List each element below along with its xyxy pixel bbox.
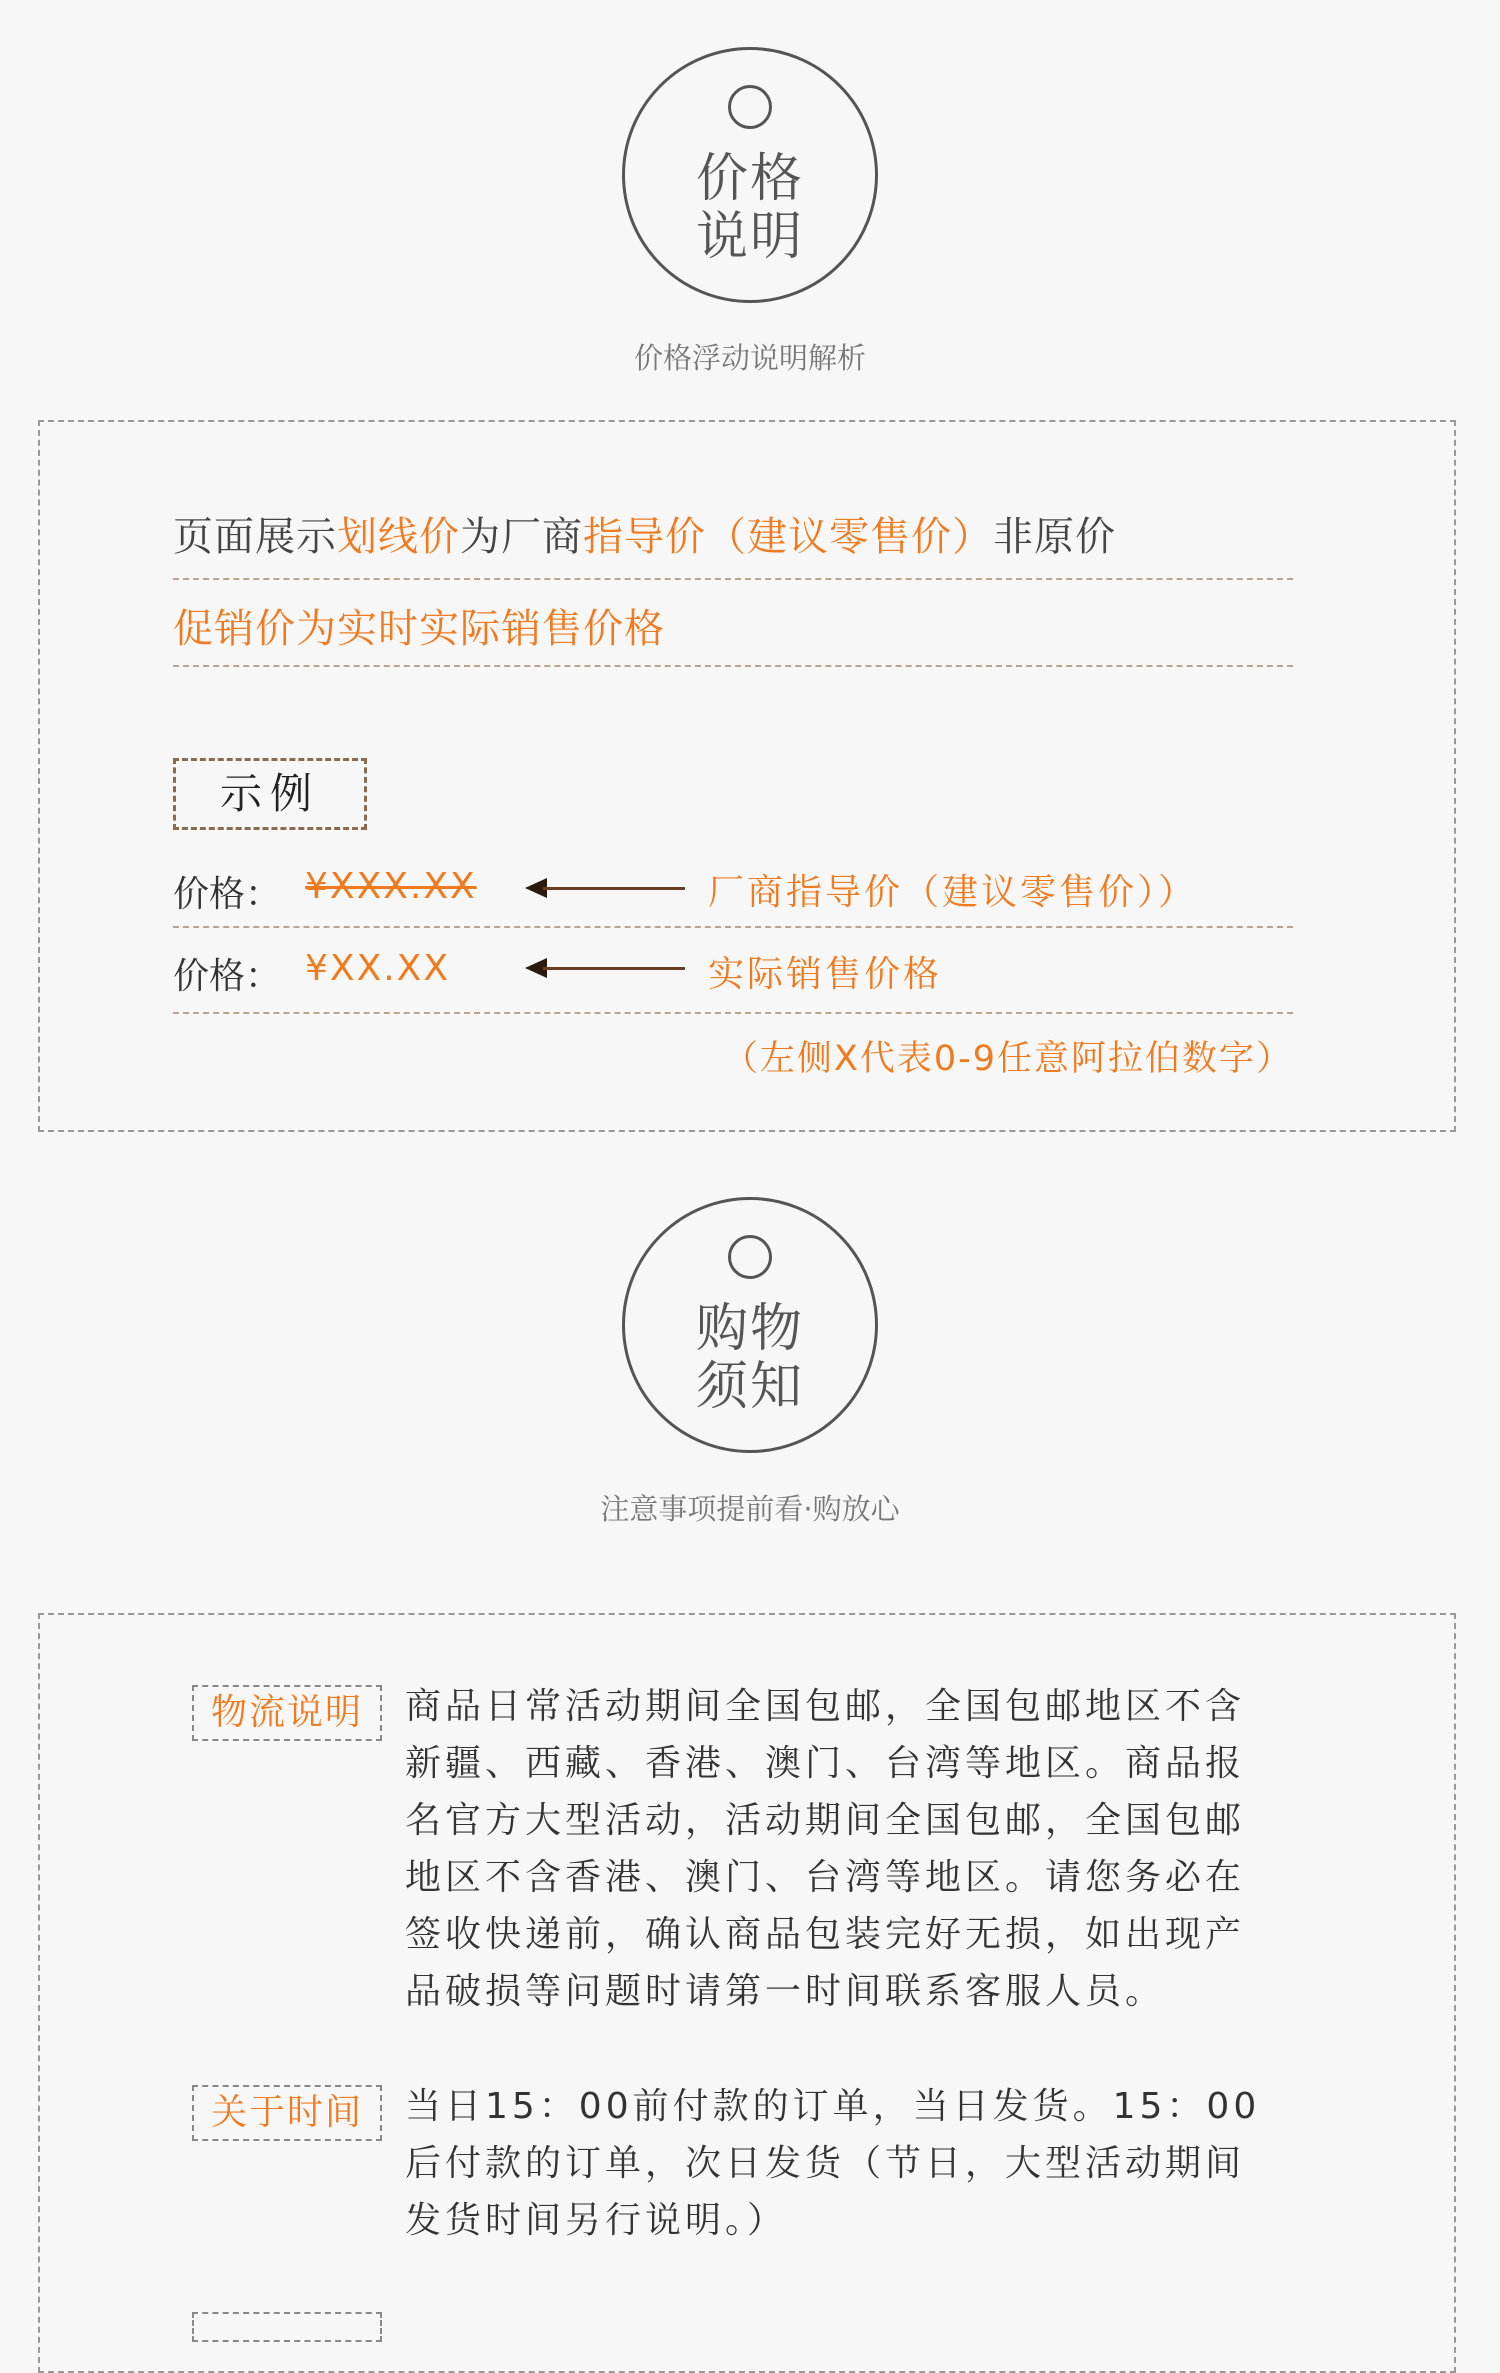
divider bbox=[173, 665, 1293, 667]
price-subtitle: 价格浮动说明解析 bbox=[633, 341, 866, 375]
left-arrow-icon bbox=[525, 878, 685, 898]
price-statement-line: 页面展示划线价为厂商指导价（建议零售价）非原价 bbox=[173, 514, 1116, 560]
example-footnote: （左侧X代表0-9任意阿拉伯数字） bbox=[722, 1039, 1293, 1079]
shopping-notice-badge bbox=[622, 1197, 878, 1453]
example-row1-label: 价格： bbox=[173, 874, 282, 915]
shipping-time-text: 当日15：00前付款的订单，当日发货。15：00 后付款的订单，次日发货（节日，大型活动期间 发货时间另行说明。） bbox=[405, 2086, 1261, 2241]
badge-title: 价格 说明 bbox=[695, 149, 804, 267]
next-section-tag bbox=[192, 2312, 382, 2342]
logistics-tag: 物流说明 bbox=[192, 1685, 382, 1741]
badge-title: 购物 须知 bbox=[695, 1299, 804, 1417]
promo-price-statement: 促销价为实时实际销售价格 bbox=[173, 606, 665, 652]
divider bbox=[173, 1012, 1293, 1014]
tag-hole-icon bbox=[728, 85, 772, 129]
example-row2-label: 价格： bbox=[173, 956, 282, 997]
left-arrow-icon bbox=[525, 958, 685, 978]
divider bbox=[173, 578, 1293, 580]
shopping-subtitle: 注意事项提前看·购放心 bbox=[600, 1492, 900, 1526]
example-row1-note: 厂商指导价（建议零售价）） bbox=[708, 872, 1198, 913]
logistics-text: 商品日常活动期间全国包邮，全国包邮地区不含 新疆、西藏、香港、澳门、台湾等地区。商品报 名官方大型活动，活动期间全国包邮，全国包邮 地区不含香港、澳门、台湾等地区。请您务必在 签收快递前，确认商品包装完好无损，如出现产 品破损等问题时请第一时间联系客服人员。 bbox=[405, 1686, 1246, 2012]
example-label: 示例 bbox=[173, 758, 367, 830]
example-row2-note: 实际销售价格 bbox=[708, 954, 943, 995]
price-info-badge bbox=[622, 47, 878, 303]
tag-hole-icon bbox=[728, 1235, 772, 1279]
example-sale-price: ¥XX.XX bbox=[305, 948, 450, 989]
shipping-time-tag: 关于时间 bbox=[192, 2085, 382, 2141]
example-strikethrough-price: ¥XXX.XX bbox=[305, 866, 477, 907]
divider bbox=[173, 926, 1293, 928]
